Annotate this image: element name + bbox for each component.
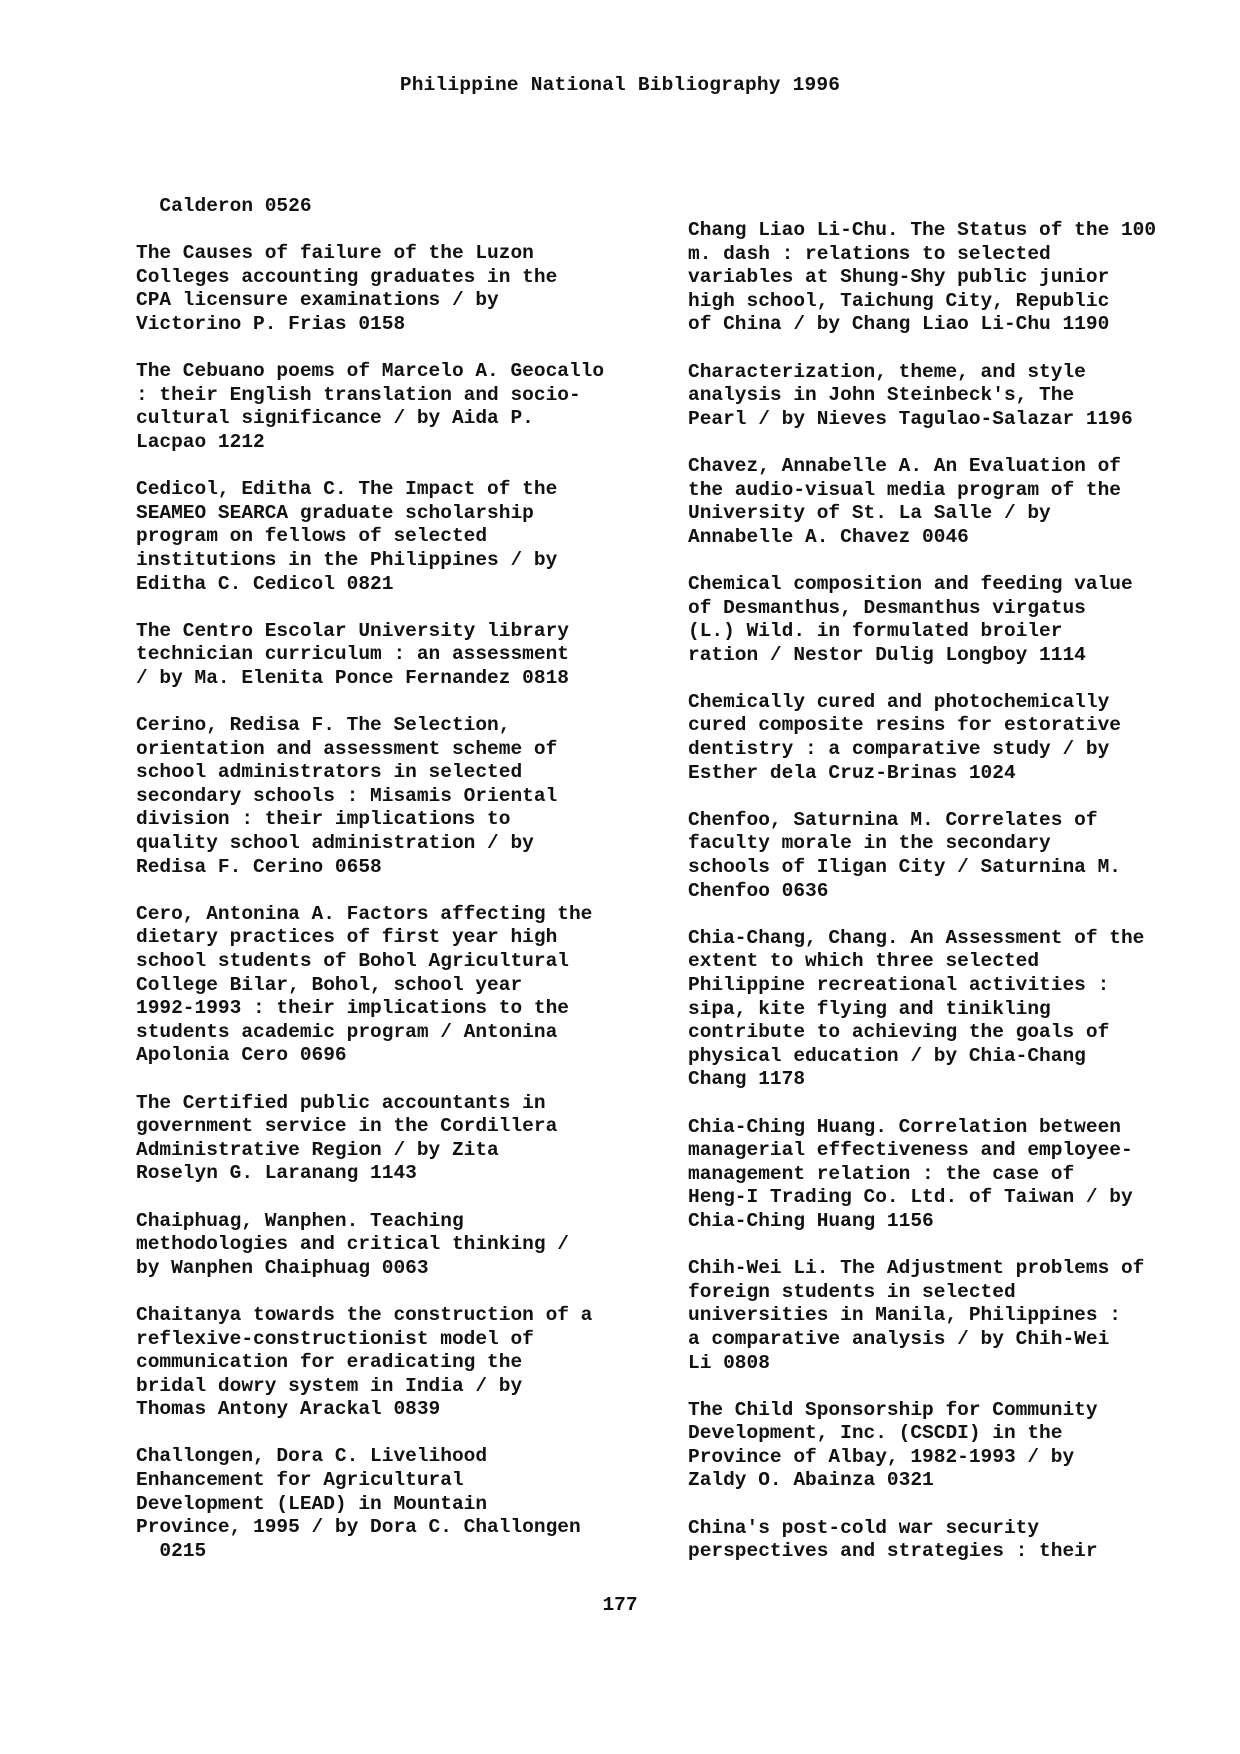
entry-line: school administrators in selected [136,761,523,784]
entry-line: The Cebuano poems of Marcelo A. Geocallo [136,360,605,383]
bibliography-entry [136,714,681,879]
entry-line: analysis in John Steinbeck's, The [688,384,1075,407]
entry-line: management relation : the case of [688,1162,1075,1185]
entry-line: Cero, Antonina A. Factors affecting the [136,902,593,925]
entry-line: Esther dela Cruz-Brinas 1024 [688,761,1016,784]
bibliography-entry [136,195,681,219]
entry-line: / by Ma. Elenita Ponce Fernandez 0818 [136,666,569,689]
entry-line: school students of Bohol Agricultural [136,950,569,972]
bibliography-entry [688,361,1233,432]
entry-line: high school, Taichung City, Republic [688,289,1110,312]
entry-line: Victorino P. Frias 0158 [136,312,406,335]
entry-line: government service in the Cordillera [136,1115,558,1138]
bibliography-entry [136,1092,681,1186]
entry-line: Chavez, Annabelle A. An Evaluation of [688,454,1121,477]
entry-line: contribute to achieving the goals of [688,1021,1110,1044]
entry-line: physical education / by Chia-Chang [688,1044,1086,1067]
entry-line: Thomas Antony Arackal 0839 [136,1398,441,1421]
entry-line: Cerino, Redisa F. The Selection, [136,714,511,737]
entry-line: division : their implications to [136,808,511,831]
entry-line: Development (LEAD) in Mountain [136,1492,488,1515]
bibliography-entry [136,1304,681,1422]
entry-line: Development, Inc. (CSCDI) in the [688,1422,1063,1445]
entry-line: secondary schools : Misamis Oriental [136,784,558,807]
entry-line: Chih-Wei Li. The Adjustment problems of [688,1257,1145,1280]
entry-line: of Desmanthus, Desmanthus virgatus [688,596,1086,619]
entry-line: faculty morale in the secondary [688,832,1051,855]
entry-line: Lacpao 1212 [136,430,265,453]
entry-line: Province of Albay, 1982-1993 / by [688,1445,1075,1468]
entry-line: The Child Sponsorship for Community [688,1398,1098,1421]
entry-line: Chemically cured and photochemically [688,690,1110,713]
entry-line: cultural significance / by Aida P. [136,407,534,430]
entry-line: ration / Nestor Dulig Longboy 1114 [688,643,1086,666]
entry-line: sipa, kite flying and tinikling [688,997,1051,1020]
entry-line: extent to which three selected [688,950,1040,973]
entry-line: Apolonia Cero 0696 [136,1044,347,1067]
entry-line: communication for eradicating the [136,1351,523,1374]
entry-line: Chang 1178 [688,1068,806,1091]
entry-line: 0215 [136,1539,207,1562]
entry-line: institutions in the Philippines / by [136,548,558,571]
entry-line: Province, 1995 / by Dora C. Challongen [136,1516,581,1539]
entry-line: (L.) Wild. in formulated broiler [688,620,1063,643]
entry-line: Chia-Ching Huang 1156 [688,1209,934,1232]
entry-line: quality school administration / by [136,832,534,855]
entry-line: dentistry : a comparative study / by [688,738,1110,761]
bibliography-entry [688,809,1233,903]
bibliography-entry [136,360,681,454]
entry-line: orientation and assessment scheme of [136,737,558,760]
entry-line: Pearl / by Nieves Tagulao-Salazar 1196 [688,407,1133,430]
bibliography-entry [136,1210,681,1281]
entry-line: University of St. La Salle / by [688,502,1051,525]
bibliography-entry [688,573,1233,667]
entry-line: Chenfoo, Saturnina M. Correlates of [688,808,1098,831]
entry-line: Enhancement for Agricultural [136,1469,464,1492]
entry-line: Chemical composition and feeding value [688,572,1133,595]
entry-line: of China / by Chang Liao Li-Chu 1190 [688,313,1110,336]
entry-line: CPA licensure examinations / by [136,289,499,312]
bibliography-entry [136,478,681,596]
entry-line: Li 0808 [688,1351,770,1374]
entry-line: Chang Liao Li-Chu. The Status of the 100 [688,219,1157,241]
entry-line: Cedicol, Editha C. The Impact of the [136,478,558,501]
bibliography-entry [688,1257,1233,1375]
bibliography-entry [688,927,1233,1092]
entry-line: Annabelle A. Chavez 0046 [688,525,969,548]
entry-line: managerial effectiveness and employee- [688,1139,1133,1162]
entry-line: the audio-visual media program of the [688,478,1121,501]
entry-line: Calderon 0526 [136,195,312,217]
bibliography-entry [688,1399,1233,1493]
entry-line: Zaldy O. Abainza 0321 [688,1469,934,1492]
entry-line: technician curriculum : an assessment [136,643,569,666]
entry-line: Roselyn G. Laranang 1143 [136,1162,417,1185]
entry-line: reflexive-constructionist model of [136,1327,534,1350]
entry-line: foreign students in selected [688,1280,1016,1303]
entry-line: Colleges accounting graduates in the [136,265,558,288]
entry-line: program on fellows of selected [136,525,488,548]
entry-line: Chia-Ching Huang. Correlation between [688,1115,1121,1138]
bibliography-entry [136,903,681,1068]
entry-line: The Centro Escolar University library [136,619,569,642]
bibliography-entry [688,455,1233,549]
entry-line: : their English translation and socio- [136,383,581,406]
entry-line: Chia-Chang, Chang. An Assessment of the [688,926,1145,949]
entry-line: Challongen, Dora C. Livelihood [136,1445,488,1468]
entry-line: by Wanphen Chaiphuag 0063 [136,1256,429,1279]
entry-line: universities in Manila, Philippines : [688,1304,1121,1327]
page-number: 177 [602,1594,638,1616]
entry-line: dietary practices of first year high [136,926,558,949]
entry-line: 1992-1993 : their implications to the [136,997,569,1020]
entry-line: The Causes of failure of the Luzon [136,242,534,265]
entry-line: Redisa F. Cerino 0658 [136,855,382,878]
entry-line: College Bilar, Bohol, school year [136,973,523,996]
bibliography-entry [688,219,1233,337]
entry-line: bridal dowry system in India / by [136,1374,523,1397]
entry-line: Philippine recreational activities : [688,974,1110,996]
entry-line: cured composite resins for estorative [688,714,1121,737]
right-column [688,219,1233,1587]
entry-line: students academic program / Antonina [136,1020,558,1043]
entry-line: Chenfoo 0636 [688,879,829,902]
entry-line: Characterization, theme, and style [688,360,1086,383]
bibliography-entry [136,1445,681,1563]
entry-line: methodologies and critical thinking / [136,1233,569,1256]
entry-line: Chaiphuag, Wanphen. Teaching [136,1209,464,1232]
bibliography-entry [688,691,1233,785]
entry-line: Chaitanya towards the construction of a [136,1303,593,1326]
entry-line: SEAMEO SEARCA graduate scholarship [136,501,534,524]
left-column [136,195,681,1587]
entry-line: schools of Iligan City / Saturnina M. [688,856,1121,879]
bibliography-entry [136,620,681,691]
entry-line: Editha C. Cedicol 0821 [136,572,394,595]
entry-line: China's post-cold war security [688,1516,1040,1539]
entry-line: The Certified public accountants in [136,1091,546,1114]
bibliography-entry [688,1116,1233,1234]
bibliography-entry [136,242,681,336]
entry-line: perspectives and strategies : their [688,1540,1098,1563]
entry-line: Administrative Region / by Zita [136,1138,499,1161]
running-header: Philippine National Bibliography 1996 [399,74,841,96]
entry-line: Heng-I Trading Co. Ltd. of Taiwan / by [688,1186,1133,1209]
entry-line: a comparative analysis / by Chih-Wei [688,1327,1110,1350]
bibliography-entry [688,1517,1233,1564]
entry-line: m. dash : relations to selected [688,242,1051,265]
entry-line: variables at Shung-Shy public junior [688,266,1110,289]
